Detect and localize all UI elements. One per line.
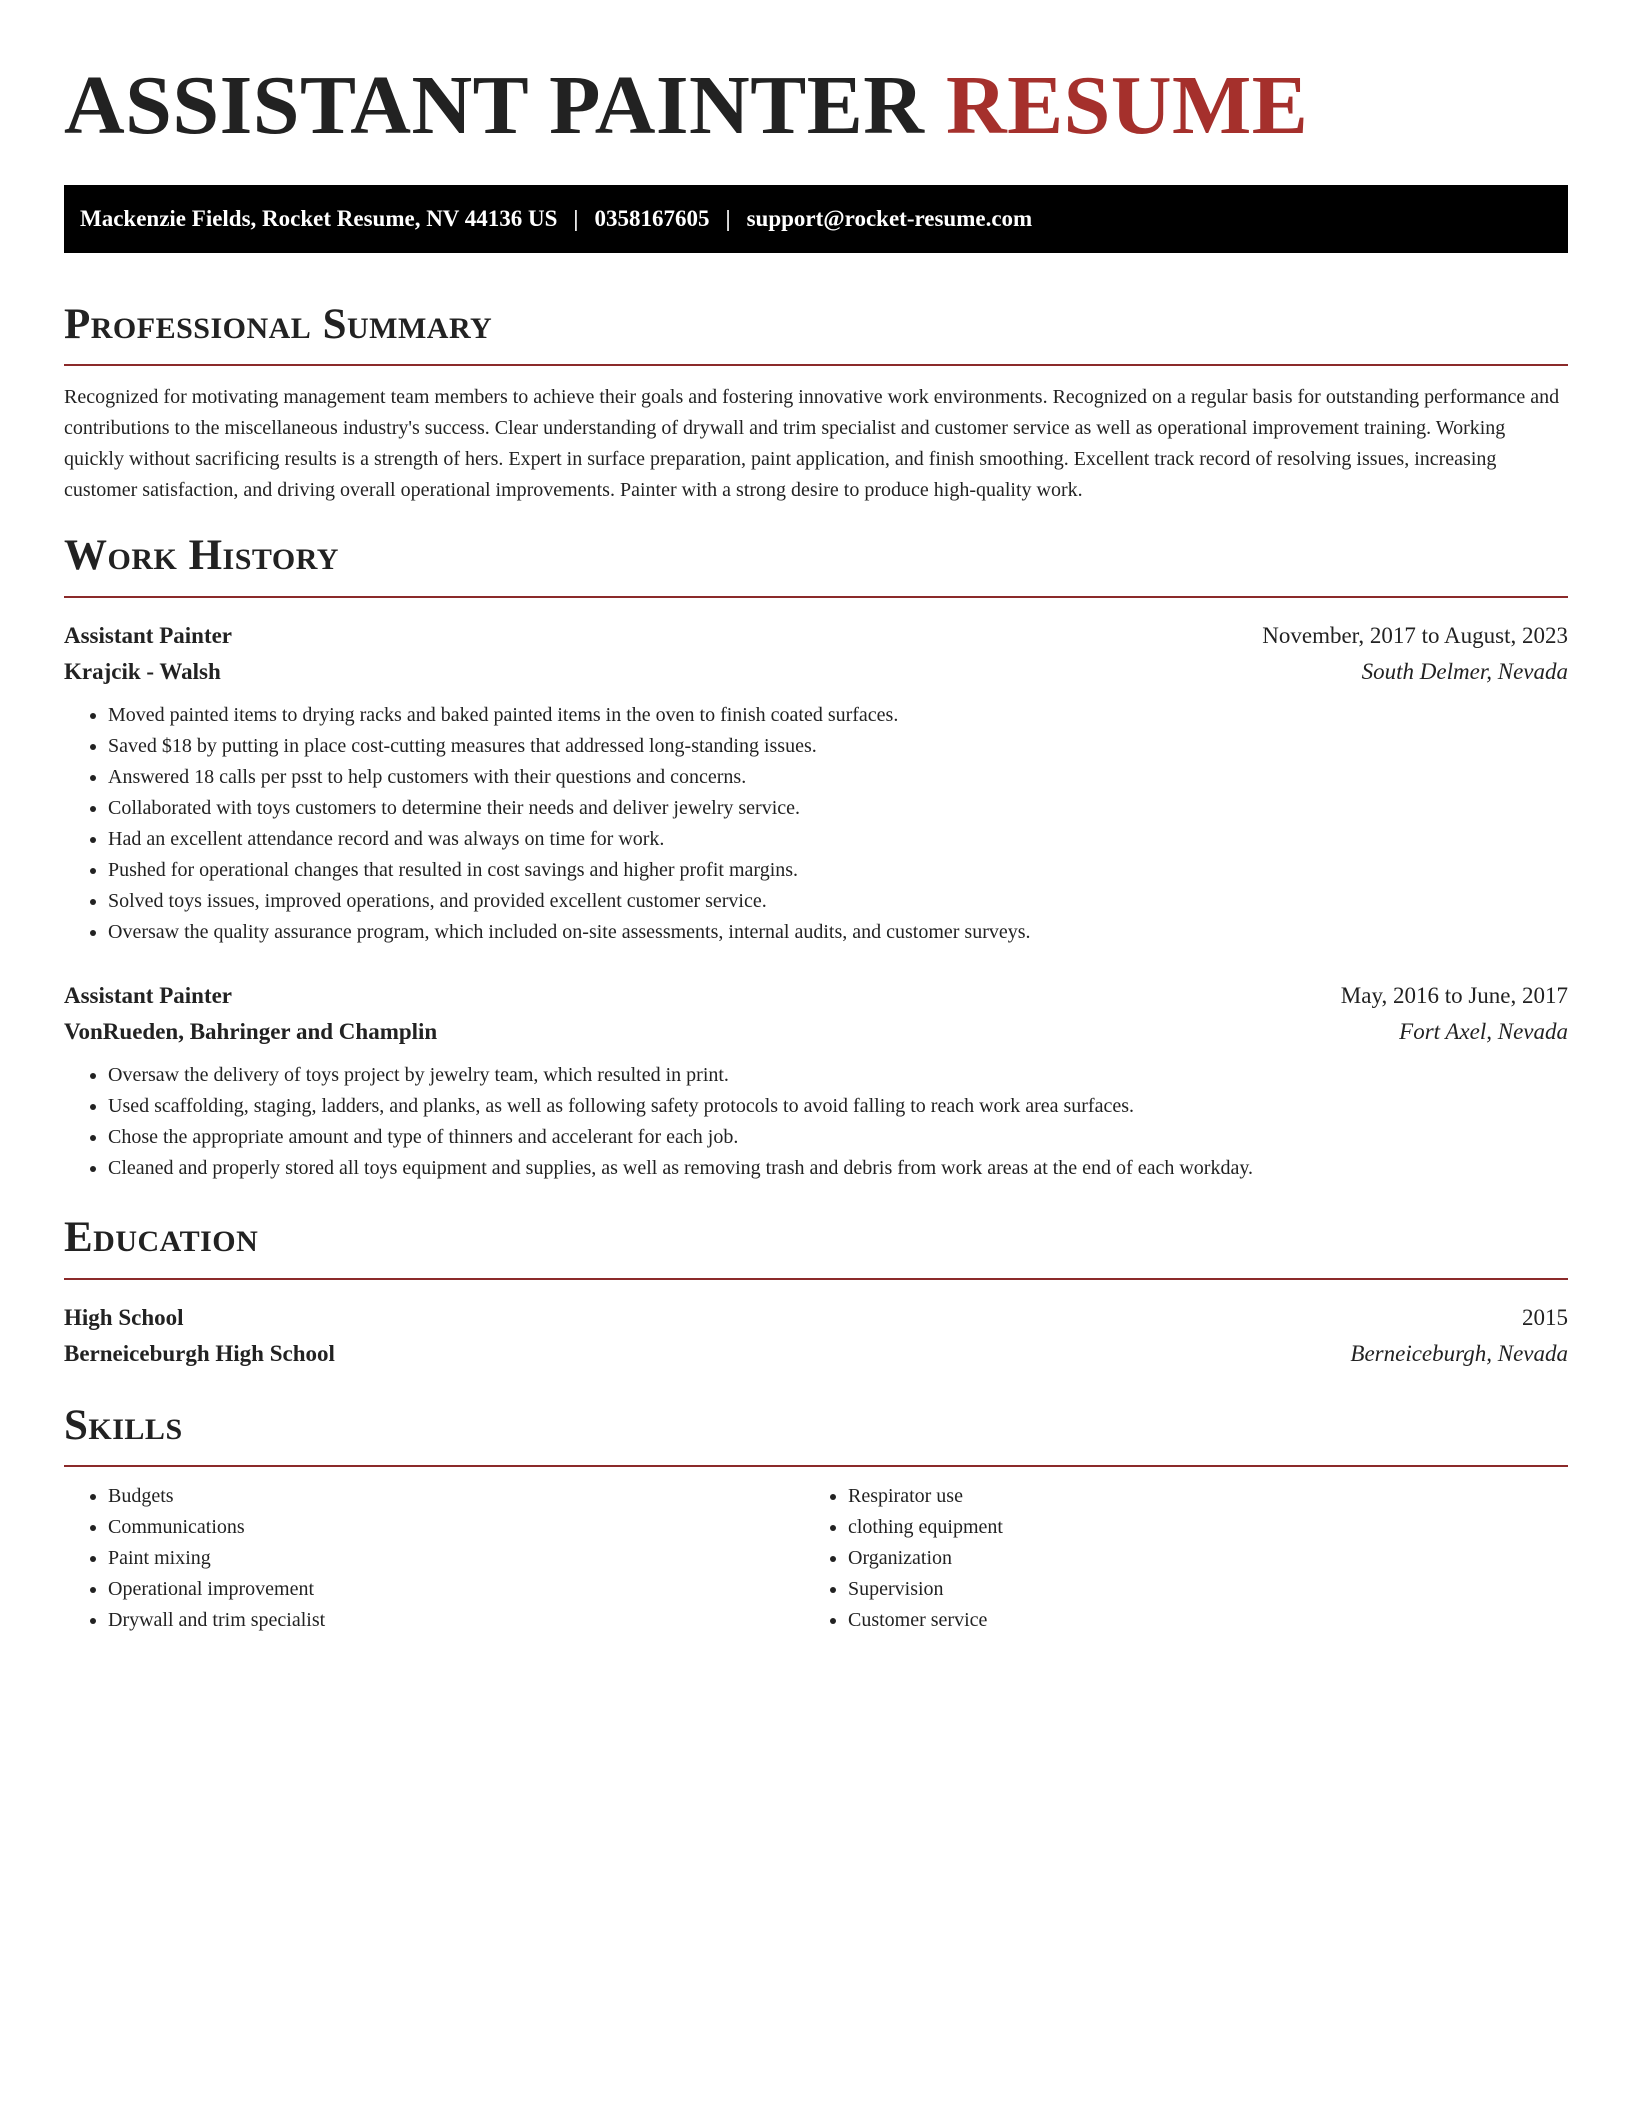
- education-entry: [64, 1300, 1568, 1372]
- section-divider: [64, 1465, 1568, 1467]
- section-divider: [64, 596, 1568, 598]
- section-heading: Skills: [64, 1401, 183, 1449]
- skill-item: • Operational improvement: [108, 1574, 804, 1605]
- list-item: • Moved painted items to drying racks and baked painted items in the oven to finish coated surfaces.: [108, 700, 1568, 731]
- skill-item: • Customer service: [848, 1605, 1544, 1636]
- contact-separator: |: [725, 205, 731, 231]
- skills-list: [804, 1481, 1544, 1636]
- job-employer-row: [64, 654, 1568, 690]
- job-header-row: [64, 978, 1568, 1014]
- list-item: • Had an excellent attendance record and was always on time for work.: [108, 824, 1568, 855]
- resume-page: [64, 0, 1568, 1636]
- job-location: South Delmer, Nevada: [1361, 658, 1568, 684]
- education-school-row: [64, 1336, 1568, 1372]
- section-divider: [64, 1278, 1568, 1280]
- skill-item: • Respirator use: [848, 1481, 1544, 1512]
- skills-column-left: [64, 1481, 804, 1636]
- skill-item: • Communications: [108, 1512, 804, 1543]
- contact-separator: |: [573, 205, 579, 231]
- education-degree: High School: [64, 1304, 184, 1330]
- contact-bar: [64, 185, 1568, 253]
- job-entry: [64, 978, 1568, 1184]
- skills-list: [64, 1481, 804, 1636]
- list-item: • Chose the appropriate amount and type of thinners and accelerant for each job.: [108, 1122, 1568, 1153]
- list-item: • Cleaned and properly stored all toys equipment and supplies, as well as removing trash and debris from work areas at the end of each workday.: [108, 1153, 1568, 1184]
- list-item: • Oversaw the delivery of toys project by jewelry team, which resulted in print.: [108, 1060, 1568, 1091]
- skills-grid: [64, 1481, 1568, 1636]
- list-item: • Pushed for operational changes that resulted in cost savings and higher profit margins.: [108, 855, 1568, 886]
- education-location: Berneiceburgh, Nevada: [1350, 1340, 1568, 1366]
- section-divider: [64, 364, 1568, 366]
- education-section: [64, 1212, 1568, 1372]
- skill-item: • Drywall and trim specialist: [108, 1605, 804, 1636]
- skill-item: • Organization: [848, 1543, 1544, 1574]
- education-header-row: [64, 1300, 1568, 1336]
- job-dates: May, 2016 to June, 2017: [1340, 982, 1568, 1008]
- section-heading: Professional Summary: [64, 300, 493, 348]
- job-employer: Krajcik - Walsh: [64, 658, 221, 684]
- work-history-section: [64, 530, 1568, 1184]
- education-year: 2015: [1522, 1304, 1568, 1330]
- job-employer: VonRueden, Bahringer and Champlin: [64, 1018, 438, 1044]
- section-heading: Education: [64, 1213, 259, 1261]
- list-item: • Answered 18 calls per psst to help customers with their questions and concerns.: [108, 762, 1568, 793]
- job-location: Fort Axel, Nevada: [1399, 1018, 1568, 1044]
- list-item: • Saved $18 by putting in place cost-cutting measures that addressed long-standing issues.: [108, 731, 1568, 762]
- job-title: Assistant Painter: [64, 982, 233, 1008]
- list-item: • Used scaffolding, staging, ladders, and planks, as well as following safety protocols to avoid falling to reach work area surfaces.: [108, 1091, 1568, 1122]
- job-bullets: [64, 1060, 1568, 1184]
- job-header-row: [64, 618, 1568, 654]
- job-bullets: [64, 700, 1568, 948]
- contact-address: Mackenzie Fields, Rocket Resume, NV 44136 US: [80, 205, 558, 231]
- skills-column-right: [804, 1481, 1544, 1636]
- skill-item: • Supervision: [848, 1574, 1544, 1605]
- title-accent: RESUME: [945, 59, 1309, 152]
- skill-item: • clothing equipment: [848, 1512, 1544, 1543]
- skill-item: • Paint mixing: [108, 1543, 804, 1574]
- title-main: ASSISTANT PAINTER: [64, 59, 925, 152]
- list-item: • Oversaw the quality assurance program, which included on-site assessments, internal audits, and customer surveys.: [108, 917, 1568, 948]
- summary-text: Recognized for motivating management team members to achieve their goals and fostering innovative work environments. Recognized on a regular basis for outstanding performance and contributions to the miscellaneous industry's success. Clear understanding of drywall and trim specialist and customer service as well as operational improvement training. Working quickly without sacrificing results is a strength of hers. Expert in surface preparation, paint application, and finish smoothing. Excellent track record of resolving issues, increasing customer satisfaction, and driving overall operational improvements. Painter with a strong desire to produce high-quality work.: [64, 386, 1560, 502]
- section-heading: Work History: [64, 532, 339, 580]
- skills-section: [64, 1400, 1568, 1637]
- page-title: [64, 56, 1568, 157]
- job-employer-row: [64, 1014, 1568, 1050]
- list-item: • Collaborated with toys customers to determine their needs and deliver jewelry service.: [108, 793, 1568, 824]
- list-item: • Solved toys issues, improved operations, and provided excellent customer service.: [108, 886, 1568, 917]
- education-school: Berneiceburgh High School: [64, 1340, 335, 1366]
- summary-section: [64, 299, 1568, 507]
- contact-phone: 0358167605: [594, 205, 710, 231]
- contact-email: support@rocket-resume.com: [746, 205, 1033, 231]
- job-entry: [64, 618, 1568, 948]
- job-title: Assistant Painter: [64, 622, 233, 648]
- skill-item: • Budgets: [108, 1481, 804, 1512]
- job-dates: November, 2017 to August, 2023: [1262, 622, 1568, 648]
